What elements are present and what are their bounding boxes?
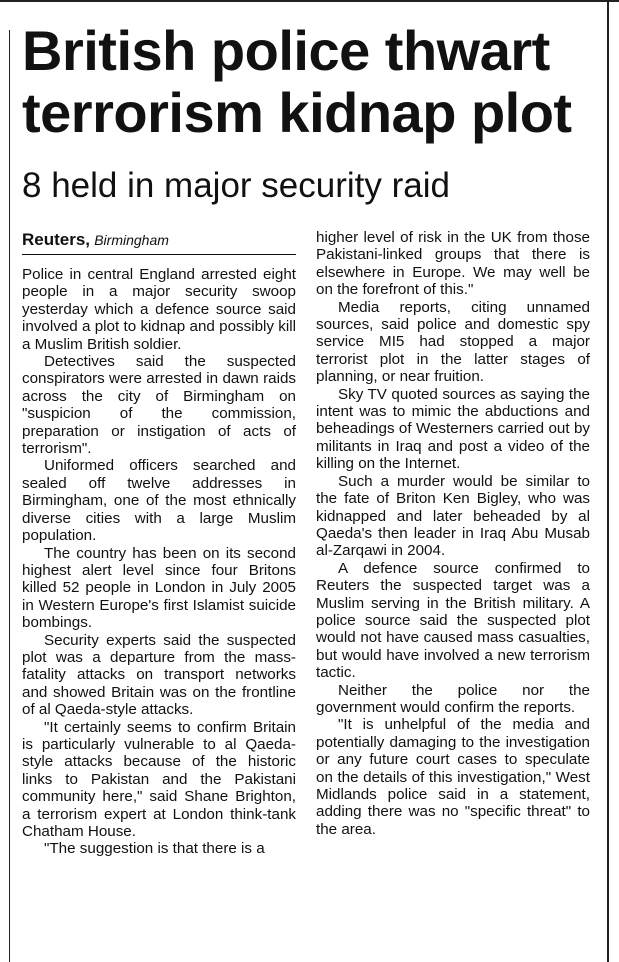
paragraph: "The suggestion is that there is a (44, 840, 265, 858)
right-border-rule (607, 0, 609, 962)
paragraph: Such a murder would be similar to the fate of Briton Ken Bigley, who was kidnapped and later beheaded by al Qaeda's then leader in Iraq Abu Musab al-Zarqawi in 2004. (316, 472, 590, 560)
paragraph: Sky TV quoted sources as saying the intent was to mimic the abductions and beheadings of Westerners carried out by militants in Iraq and post a video of the killing on the Internet. (316, 385, 590, 473)
headline-line-1: British police thwart (22, 19, 550, 82)
byline (22, 229, 296, 255)
paragraph: Security experts said the suspected plot was a departure from the mass-fatality attacks on transport networks and showed Britain was on the frontline of al Qaeda-style attacks. (22, 631, 296, 719)
paragraph: "It is unhelpful of the media and potentially damaging to the investigation or any future court cases to speculate on the details of this investigation," West Midlands police said in a statement, adding there was no "specific threat" to the area. (316, 716, 590, 838)
paragraph: "It certainly seems to confirm Britain is particularly vulnerable to al Qaeda-style attacks because of the historic links to Pakistan and the Pakistani community here," said Shane Brighton, a terrorism expert at London think-tank Chatham House. (22, 718, 296, 840)
paragraph: Media reports, citing unnamed sources, said police and domestic spy service MI5 had stopped a major terrorist plot in the latter stages of planning, or near fruition. (316, 298, 590, 386)
headline-line-2: terrorism kidnap plot (22, 81, 572, 144)
paragraph: Uniformed officers searched and sealed off twelve addresses in Birmingham, one of the most ethnically diverse cities with a large Muslim population. (22, 457, 296, 545)
top-border-rule (0, 0, 619, 2)
paragraph: A defence source confirmed to Reuters the suspected target was a Muslim serving in the British military. A police source said the suspected plot would not have caused mass casualties, but would have involved a new terrorism tactic. (316, 559, 590, 682)
article-headline (22, 20, 602, 144)
paragraph: Police in central England arrested eight people in a major security swoop yesterday which a defence source said involved a plot to kidnap and possibly kill a Muslim British soldier. (22, 266, 296, 353)
left-border-rule (9, 30, 10, 962)
right-text-column (316, 229, 590, 838)
left-text-column (22, 266, 296, 858)
paragraph-continued: higher level of risk in the UK from those Pakistani-linked groups that there is elsewhere in Europe. We may well be on the forefront of this." (316, 229, 590, 299)
paragraph: The country has been on its second highest alert level since four Britons killed 52 people in London in July 2005 in Western Europe's first Islamist suicide bombings. (22, 544, 296, 632)
paragraph: Detectives said the suspected conspirators were arrested in dawn raids across the city of Birmingham on "suspicion of the commission, preparation or instigation of acts of terrorism". (22, 353, 296, 458)
byline-agency: Reuters, (22, 230, 91, 249)
byline-location: Birmingham (94, 232, 169, 248)
article-subheadline: 8 held in major security raid (22, 166, 450, 205)
paragraph: Neither the police nor the government would confirm the reports. (316, 681, 590, 716)
